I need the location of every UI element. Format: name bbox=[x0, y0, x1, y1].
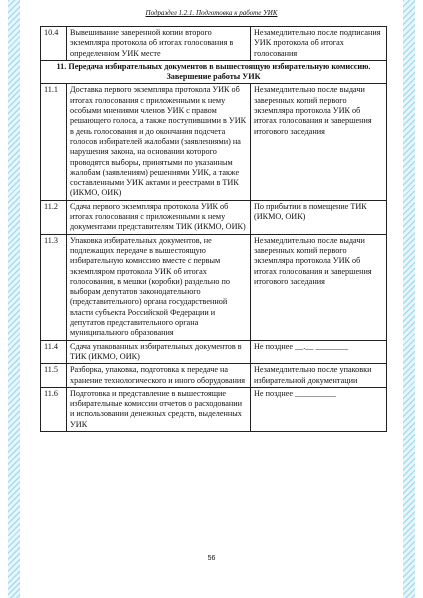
row-deadline: Не позднее __________ bbox=[251, 387, 387, 431]
row-deadline: Незамедлительно после выдачи заверенных копий первого экземпляра протокола УИК об итогах голосования и завершения итогового заседания bbox=[251, 234, 387, 340]
schedule-table bbox=[40, 26, 387, 432]
row-number: 11.6 bbox=[41, 387, 67, 431]
section-header-row bbox=[41, 60, 387, 84]
row-deadline: По прибытии в помещение ТИК (ИКМО, ОИК) bbox=[251, 200, 387, 234]
table-row bbox=[41, 234, 387, 340]
table-row bbox=[41, 364, 387, 388]
row-deadline: Не позднее __.__ ________ bbox=[251, 340, 387, 364]
row-action: Доставка первого экземпляра протокола УИК об итогах голосования с приложенными к нему особыми мнениями членов УИК с правом решающего голоса, а также поступившими в УИК в день голосования и до окончания подсчета голосов избирателей жалобами (заявлениями) на нарушения закона, на основании которого проводятся выборы, принятыми по указанным жалобам (заявлениям) решениями УИК, а также составленными УИК актами и реестрами в ТИК (ИКМО, ОИК) bbox=[67, 84, 251, 200]
right-margin-band bbox=[403, 0, 415, 598]
row-number: 11.5 bbox=[41, 364, 67, 388]
row-deadline: Незамедлительно после упаковки избирательной документации bbox=[251, 364, 387, 388]
row-deadline: Незамедлительно после подписания УИК протокола об итогах голосования bbox=[251, 27, 387, 61]
table-row bbox=[41, 387, 387, 431]
row-number: 11.2 bbox=[41, 200, 67, 234]
row-deadline: Незамедлительно после выдачи заверенных копий первого экземпляра протокола УИК об итогах голосования и завершения итогового заседания bbox=[251, 84, 387, 200]
row-number: 11.1 bbox=[41, 84, 67, 200]
row-number: 10.4 bbox=[41, 27, 67, 61]
row-action: Сдача упакованных избирательных документов в ТИК (ИКМО, ОИК) bbox=[67, 340, 251, 364]
table-row bbox=[41, 84, 387, 200]
page-number: 56 bbox=[207, 555, 216, 562]
table-row bbox=[41, 340, 387, 364]
table-row bbox=[41, 200, 387, 234]
row-action: Сдача первого экземпляра протокола УИК об итогах голосования с приложенными к нему документами представителям ТИК (ИКМО, ОИК) bbox=[67, 200, 251, 234]
row-number: 11.4 bbox=[41, 340, 67, 364]
row-action: Подготовка и представление в вышестоящие избирательные комиссии отчетов о расходовании и использовании денежных средств, выделенных УИК bbox=[67, 387, 251, 431]
running-head: Подраздел 1.2.1. Подготовка к работе УИК bbox=[145, 9, 278, 17]
left-margin-band bbox=[8, 0, 20, 598]
row-number: 11.3 bbox=[41, 234, 67, 340]
section-title: 11. Передача избирательных документов в вышестоящую избирательную комиссию. Завершение работы УИК bbox=[41, 60, 387, 84]
row-action: Разборка, упаковка, подготовка к передаче на хранение технологического и иного оборудования bbox=[67, 364, 251, 388]
row-action: Упаковка избирательных документов, не подлежащих передаче в вышестоящую избирательную комиссию вместе с первым экземпляром протокола УИК об итогах голосования, в мешки (коробки) раздельно по выборам депутатов законодательного (представительного) органа государственной власти субъекта Российской Федерации и депутатов представительного органа муниципального образования bbox=[67, 234, 251, 340]
table-row bbox=[41, 27, 387, 61]
row-action: Вывешивание заверенной копии второго экземпляра протокола об итогах голосования в определенном УИК месте bbox=[67, 27, 251, 61]
